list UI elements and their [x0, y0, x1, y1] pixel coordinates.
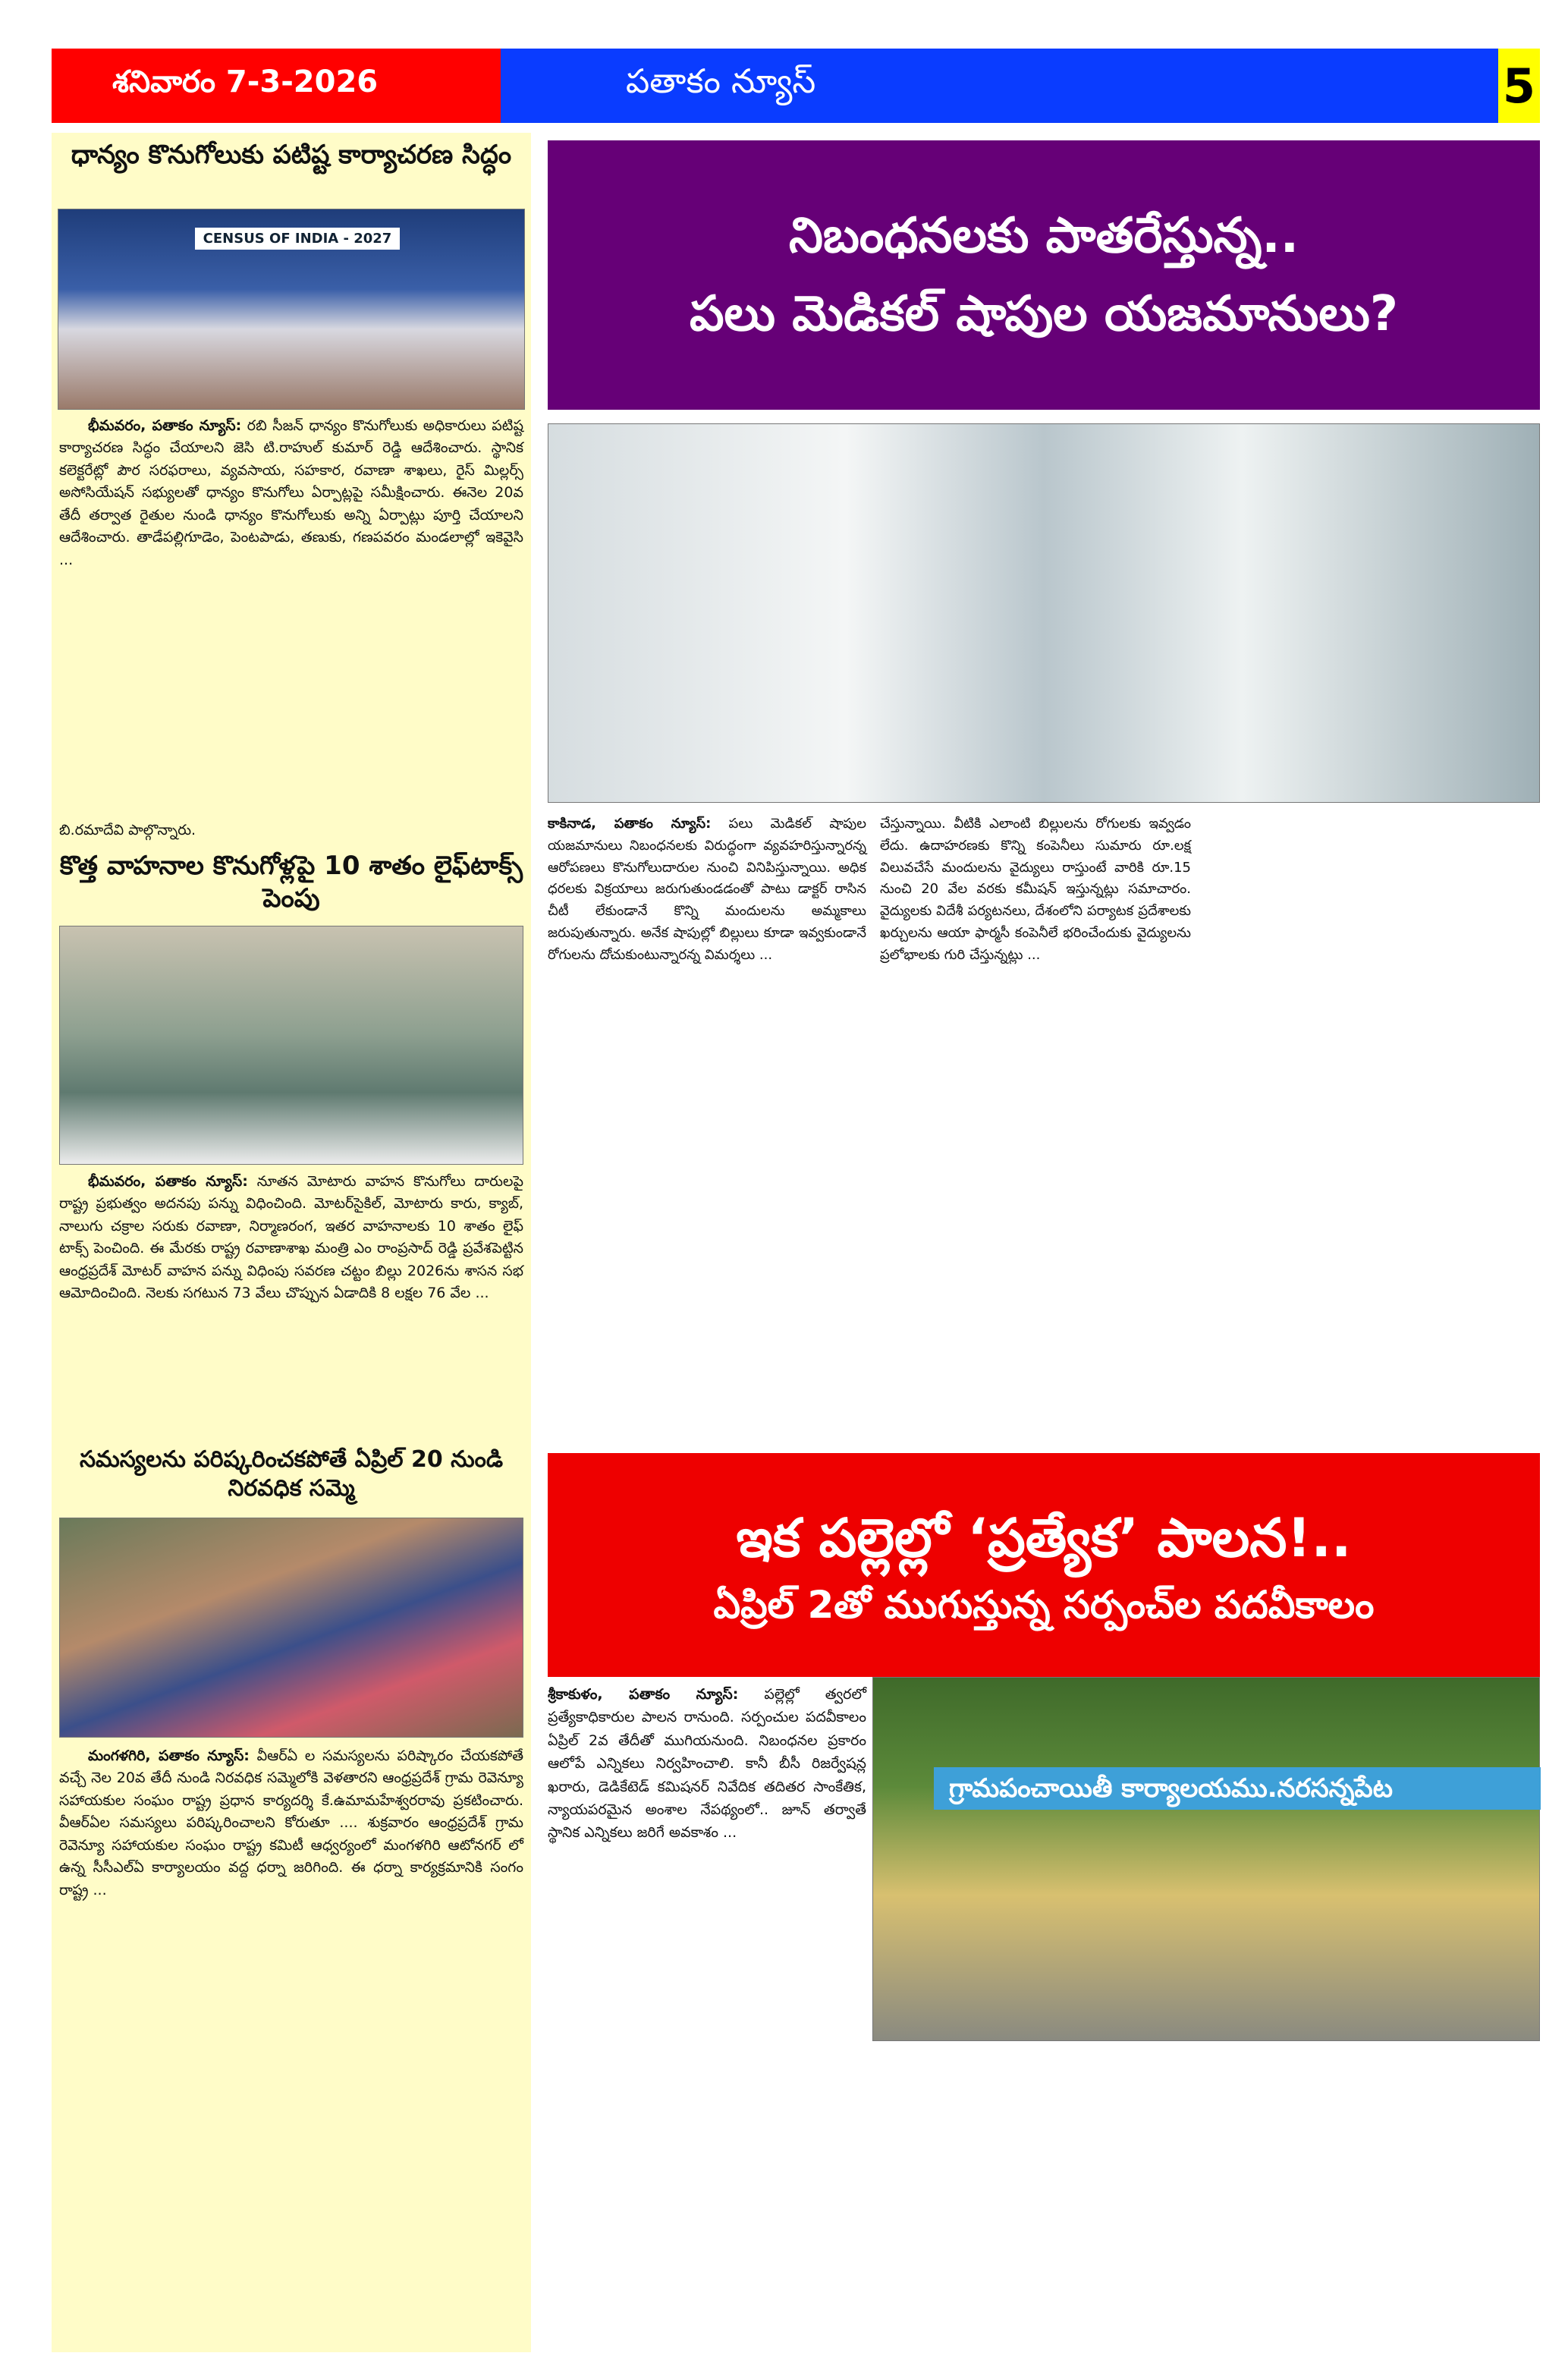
article3-headline: సమస్యలను పరిష్కరించకపోతే ఏప్రిల్ 20 నుండి నిరవధిక సమ్మె: [79, 1446, 504, 1502]
dateline: శ్రీకాకుళం, పతాకం న్యూస్:: [548, 1686, 739, 1703]
medical-text-1: పలు మెడికల్ షాపుల యజమానులు నిబంధనలకు విరుద్ధంగా వ్యవహరిస్తున్నారన్న ఆరోపణలు కొనుగోలుదారుల నుంచి వినిపిస్తున్నాయి. అధిక ధరలకు విక్రయాలు జరుగుతుండడంతో పాటు డాక్టర్ రాసిన చీటీ లేకుండానే కొన్ని మందులను అమ్మకాలు జరుపుతున్నారు. అనేక షాపుల్లో బిల్లులు కూడా ఇవ్వకుండానే రోగులను దోచుకుంటున్నారన్న విమర్శలు ...: [548, 816, 866, 963]
panchayat-body: [548, 1683, 866, 1845]
medical-headline-line1: నిబంధనలకు పాతరేస్తున్న..: [788, 208, 1299, 265]
medical-headline-banner: [548, 140, 1540, 410]
dateline: మంగళగిరి, పతాకం న్యూస్:: [88, 1747, 250, 1764]
dateline: భీమవరం, పతాకం న్యూస్:: [88, 417, 242, 434]
dateline: కాకినాడ, పతాకం న్యూస్:: [548, 816, 712, 832]
medical-headline-line2: పలు మెడికల్ షాపుల యజమానులు?: [689, 285, 1399, 342]
assembly-speech-photo: [59, 926, 523, 1165]
dateline: భీమవరం, పతాకం న్యూస్:: [88, 1173, 248, 1190]
panchayat-headline-banner: [548, 1453, 1540, 1677]
issue-date: శనివారం 7-3-2026: [52, 49, 501, 123]
newspaper-name: పతాకం న్యూస్: [501, 49, 1498, 123]
article1-headline: ధాన్యం కొనుగోలుకు పటిష్ట కార్యాచరణ సిద్ధం: [71, 140, 512, 170]
article3-body: [59, 1745, 523, 1902]
article3-text: వీఆర్ఏ ల సమస్యలను పరిష్కారం చేయకపోతే వచ్చే నెల 20వ తేదీ నుండి నిరవధిక సమ్మెలోకి వెళతారని ఆంధ్రప్రదేశ్ గ్రామ రెవెన్యూ సహాయకుల సంఘం రాష్ట్ర ప్రధాన కార్యదర్శి కే.ఉమామహేశ్వరరావు ప్రకటించారు. వీఆర్ఏల సమస్యలు పరిష్కరించాలని కోరుతూ .... శుక్రవారం ఆంధ్రప్రదేశ్ గ్రామ రెవెన్యూ సహాయకుల సంఘం రాష్ట్ర కమిటీ ఆధ్వర్యంలో మంగళగిరి ఆటోనగర్ లో ఉన్న సీసీఎల్ఏ కార్యాలయం వద్ద ధర్నా జరిగింది. ఈ ధర్నా కార్యక్రమానికి సంగం రాష్ట్ర ...: [59, 1747, 523, 1898]
pharmacy-shelves-photo: [548, 423, 1540, 803]
office-signboard: గ్రామపంచాయితీ కార్యాలయము.నరసన్నపేట: [934, 1767, 1541, 1810]
page-number: 5: [1498, 49, 1540, 123]
panchayat-headline-line1: ఇక పల్లెల్లో ‘ప్రత్యేక’ పాలన!..: [736, 1507, 1352, 1569]
protest-photo: [59, 1518, 523, 1738]
medical-col1: [548, 813, 866, 967]
left-column: [52, 133, 531, 2352]
panchayat-headline-line2: ఏప్రిల్ 2తో ముగుస్తున్న సర్పంచ్‌ల పదవీకాలం: [713, 1583, 1375, 1627]
medical-col2: చేస్తున్నాయి. వీటికి ఎలాంటి బిల్లులను రోగులకు ఇవ్వడం లేదు. ఉదాహరణకు కొన్ని కంపెనీలు సుమారు రూ.లక్ష విలువచేసే మందులను వైద్యులు రాస్తుంటే వారికి రూ.15 నుంచి 20 వేల వరకు కమీషన్ ఇస్తున్నట్లు సమాచారం. వైద్యులకు విదేశీ పర్యటనలు, దేశంలోని పర్యాటక ప్రదేశాలకు ఖర్చులను ఆయా ఫార్మసీ కంపెనీలే భరించేందుకు వైద్యులను ప్రలోభాలకు గురి చేస్తున్నట్లు ...: [880, 816, 1191, 963]
census-meeting-photo: [58, 209, 525, 410]
article2-body: [59, 1171, 523, 1305]
gram-panchayat-office-photo: [872, 1677, 1540, 2041]
article2-text: నూతన మోటారు వాహన కొనుగోలు దారులపై రాష్ట్ర ప్రభుత్వం అదనపు పన్ను విధించింది. మోటర్‌సైకిల్, మోటారు కారు, క్యాబ్, నాలుగు చక్రాల సరుకు రవాణా, నిర్మాణరంగ, ఇతర వాహనాలకు 10 శాతం లైఫ్ టాక్స్ పెంచింది. ఈ మేరకు రాష్ట్ర రవాణాశాఖ మంత్రి ఎం రాంప్రసాద్ రెడ్డి ప్రవేశపెట్టిన ఆంధ్రప్రదేశ్ మోటర్ వాహన పన్ను విధింపు సవరణ చట్టం బిల్లు 2026ను శాసన సభ ఆమోదించింది. నెలకు సగటున 73 వేలు చొప్పున ఏడాదికి 8 లక్షల 76 వేల ...: [59, 1173, 523, 1302]
article1-body: [59, 415, 523, 571]
photo-banner-text: CENSUS OF INDIA - 2027: [195, 228, 400, 250]
article1-ending: బి.రమాదేవి పాల్గొన్నారు.: [59, 822, 196, 838]
article1-text: రబి సీజన్ ధాన్యం కొనుగోలుకు అధికారులు పటిష్ట కార్యాచరణ సిద్ధం చేయాలని జెసి టి.రాహుల్ కుమార్ రెడ్డి ఆదేశించారు. స్థానిక కలెక్టరేట్లో పౌర సరఫరాలు, వ్యవసాయ, సహకార, రవాణా శాఖలు, రైస్ మిల్లర్స్ అసోసియేషన్ సభ్యులతో ధాన్యం కొనుగోలు ఏర్పాట్లపై సమీక్షించారు. ఈనెల 20వ తేదీ తర్వాత రైతుల నుండి ధాన్యం కొనుగోలుకు అన్ని ఏర్పాట్లు పూర్తి చేయాలని ఆదేశించారు. తాడేపల్లిగూడెం, పెంటపాడు, తణుకు, గణపవరం మండలాల్లో ఇకెవైసి ...: [59, 417, 523, 568]
panchayat-text: పల్లెల్లో త్వరలో ప్రత్యేకాధికారుల పాలన రానుంది. సర్పంచుల పదవీకాలం ఏప్రిల్ 2వ తేదీతో ముగియనుంది. నిబంధనల ప్రకారం ఆలోపే ఎన్నికలు నిర్వహించాలి. కానీ బీసీ రిజర్వేషన్ల ఖరారు, డెడికేటెడ్ కమిషనర్ నివేదిక తదితర సాంకేతిక, న్యాయపరమైన అంశాల నేపథ్యంలో.. జూన్ తర్వాతే స్థానిక ఎన్నికలు జరిగే అవకాశం ...: [548, 1686, 867, 1842]
article2-headline: కొత్త వాహనాల కొనుగోళ్లపై 10 శాతం లైఫ్‌టాక్స్ పెంపు: [59, 851, 523, 914]
